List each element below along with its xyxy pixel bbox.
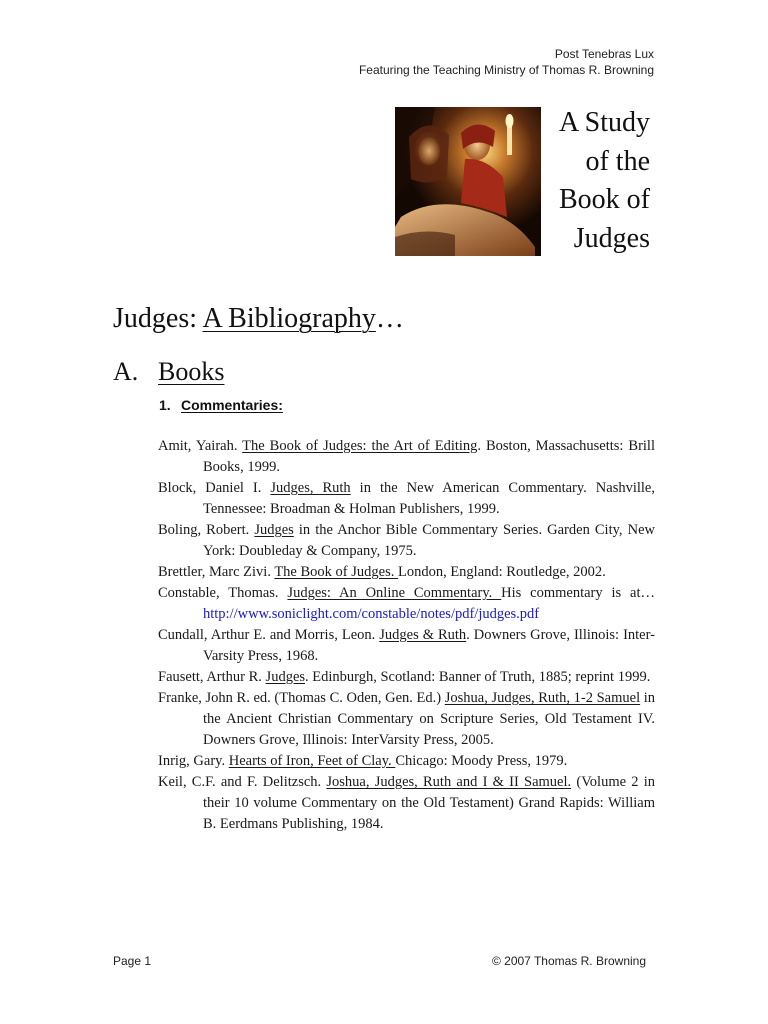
subsection-heading-commentaries <box>159 397 283 413</box>
entry-title: Judges & Ruth <box>379 627 467 643</box>
bibliography-entry <box>158 772 655 835</box>
title-underlined: A Bibliography <box>202 303 376 334</box>
bibliography-entry <box>158 688 655 751</box>
entry-publication: London, England: Routledge, 2002. <box>397 564 606 580</box>
entry-title: Judges: An Online Commentary. <box>287 585 502 601</box>
cover-painting-image <box>395 107 541 256</box>
entry-publication: . Boston, Massachusetts: Brill Books, 1999. <box>203 438 655 475</box>
cover-title-line: A Study <box>558 107 650 138</box>
document-title <box>113 303 404 335</box>
section-letter: A. <box>113 357 139 386</box>
bibliography-entry <box>158 667 655 688</box>
entry-publication: in the Anchor Bible Commentary Series. Garden City, New York: Doubleday & Company, 1975. <box>203 522 655 559</box>
title-suffix: … <box>375 303 404 334</box>
entry-title: Judges <box>265 669 306 685</box>
entry-author: Brettler, Marc Zivi. <box>158 564 275 580</box>
entry-author: Boling, Robert. <box>158 522 255 538</box>
cover-title-line: of the <box>585 145 650 177</box>
cover-title-line: Book of <box>559 184 650 215</box>
entry-publication: in the New American Commentary. Nashville, Tennessee: Broadman & Holman Publishers, 1999. <box>203 480 655 517</box>
section-name: Books <box>158 357 225 386</box>
entry-author: Keil, C.F. and F. Delitzsch. <box>158 774 327 790</box>
bibliography-entry <box>158 625 655 667</box>
entry-title: The Book of Judges: the Art of Editing <box>242 438 478 454</box>
bibliography-entry <box>158 520 655 562</box>
entry-author: Amit, Yairah. <box>158 438 243 454</box>
cover-title <box>559 104 650 258</box>
entry-title: Joshua, Judges, Ruth and I & II Samuel. <box>326 774 572 790</box>
cover-title-line: Judges <box>573 222 650 254</box>
subsection-number: 1. <box>159 397 171 413</box>
entry-publication: His commentary is at… <box>501 585 655 601</box>
entry-author: Cundall, Arthur E. and Morris, Leon. <box>158 627 380 643</box>
entry-author: Block, Daniel I. <box>158 480 271 496</box>
entry-author: Franke, John R. ed. (Thomas C. Oden, Gen. Ed.) <box>158 690 445 706</box>
entry-author: Fausett, Arthur R. <box>158 669 266 685</box>
entry-publication: in the Ancient Christian Commentary on Scripture Series, Old Testament IV. Downers Grove, Illinois: InterVarsity Press, 2005. <box>203 690 656 748</box>
copyright-notice: © 2007 Thomas R. Browning <box>491 954 646 968</box>
entry-title: Joshua, Judges, Ruth, 1-2 Samuel <box>444 690 641 706</box>
bibliography-entry <box>158 562 655 583</box>
header-site-name: Post Tenebras Lux <box>554 47 654 61</box>
commentary-url-link[interactable]: http://www.soniclight.com/constable/notes/pdf/judges.pdf <box>203 606 540 622</box>
entry-publication: . Edinburgh, Scotland: Banner of Truth, 1885; reprint 1999. <box>305 669 651 685</box>
subsection-name: Commentaries: <box>181 397 283 413</box>
bibliography-entry <box>158 478 655 520</box>
bibliography-entry <box>158 751 655 772</box>
header-tagline: Featuring the Teaching Ministry of Thomas R. Browning <box>358 63 654 77</box>
entry-author: Inrig, Gary. <box>158 753 229 769</box>
entry-publication: . Downers Grove, Illinois: Inter-Varsity Press, 1968. <box>203 627 655 664</box>
entry-title: Judges, Ruth <box>270 480 351 496</box>
entry-publication: (Volume 2 in their 10 volume Commentary on the Old Testament) Grand Rapids: William B. Eerdmans Publishing, 1984. <box>203 774 656 832</box>
page-number: Page 1 <box>113 954 152 968</box>
page-header <box>359 46 654 78</box>
bibliography-entry <box>158 436 655 478</box>
title-prefix: Judges: <box>113 303 203 334</box>
entry-title: Judges <box>254 522 294 538</box>
section-heading-books <box>113 357 224 387</box>
bibliography-entry <box>158 583 655 625</box>
entry-publication: Chicago: Moody Press, 1979. <box>395 753 568 769</box>
entry-title: Hearts of Iron, Feet of Clay. <box>228 753 396 769</box>
entry-author: Constable, Thomas. <box>158 585 288 601</box>
bibliography-list <box>158 436 655 835</box>
entry-title: The Book of Judges. <box>274 564 398 580</box>
